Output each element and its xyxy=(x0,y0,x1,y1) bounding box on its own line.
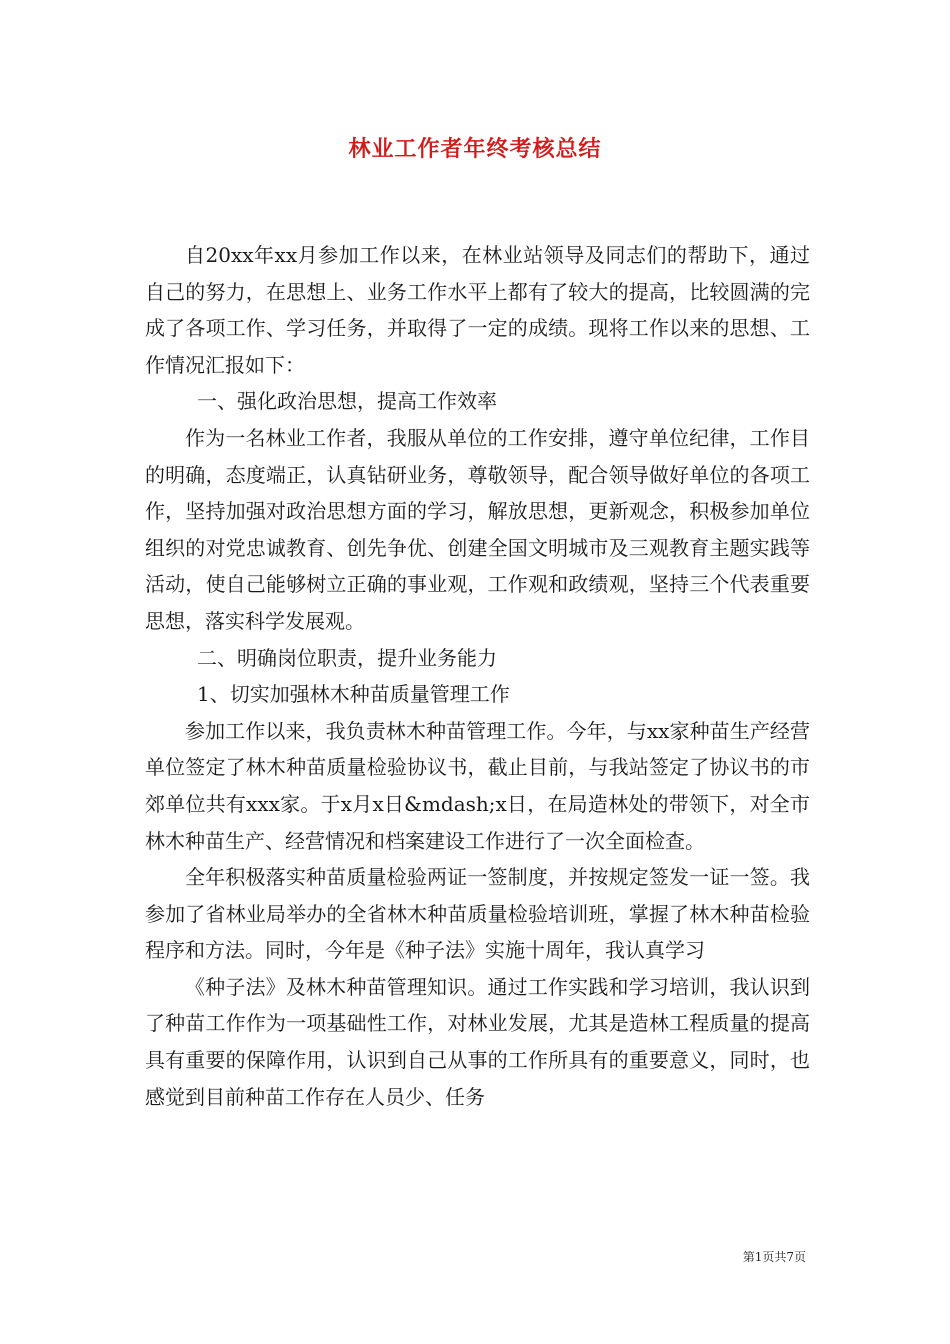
section-heading-2: 二、明确岗位职责，提升业务能力 xyxy=(197,645,497,670)
section-heading-1: 一、强化政治思想，提高工作效率 xyxy=(197,389,497,414)
paragraph-political: 作为一名林业工作者，我服从单位的工作安排，遵守单位纪律，工作目的明确，态度端正，认真钻研业务，尊敬领导，配合领导做好单位的各项工作，坚持加强对政治思想方面的学习，解放思想，更新观念，积极参加单位组织的对党忠诚教育、创先争优、创建全国文明城市及三观教育主题实践等活动，使自己能够树立正确的事业观，工作观和政绩观，坚持三个代表重要思想，落实科学发展观。 xyxy=(145,425,810,633)
paragraph-intro: 自20xx年xx月参加工作以来，在林业站领导及同志们的帮助下，通过自己的努力，在思想上、业务工作水平上都有了较大的提高，比较圆满的完成了各项工作、学习任务，并取得了一定的成绩。现将工作以来的思想、工作情况汇报如下： xyxy=(145,243,810,377)
page-indicator: 第1页共7页 xyxy=(742,1250,806,1264)
document-body xyxy=(145,237,810,1115)
paragraph-seedling-management: 参加工作以来，我负责林木种苗管理工作。今年，与xx家种苗生产经营单位签定了林木种苗质量检验协议书，截止目前，与我站签定了协议书的市郊单位共有xxx家。于x月x日&mdash;x日，在局造林处的带领下，对全市林木种苗生产、经营情况和档案建设工作进行了一次全面检查。 xyxy=(145,718,810,853)
subsection-heading-1: 1、切实加强林木种苗质量管理工作 xyxy=(197,682,510,707)
paragraph-quality-inspection: 全年积极落实种苗质量检验两证一签制度，并按规定签发一证一签。我参加了省林业局举办的全省林木种苗质量检验培训班，掌握了林木种苗检验程序和方法。同时，今年是《种子法》实施十周年，我认真学习 xyxy=(145,865,810,963)
page-title: 林业工作者年终考核总结 xyxy=(348,137,602,162)
paragraph-seed-law: 《种子法》及林木种苗管理知识。通过工作实践和学习培训，我认识到了种苗工作作为一项基础性工作，对林业发展，尤其是造林工程质量的提高具有重要的保障作用，认识到自己从事的工作所具有的重要意义，同时，也感觉到目前种苗工作存在人员少、任务 xyxy=(145,974,810,1109)
